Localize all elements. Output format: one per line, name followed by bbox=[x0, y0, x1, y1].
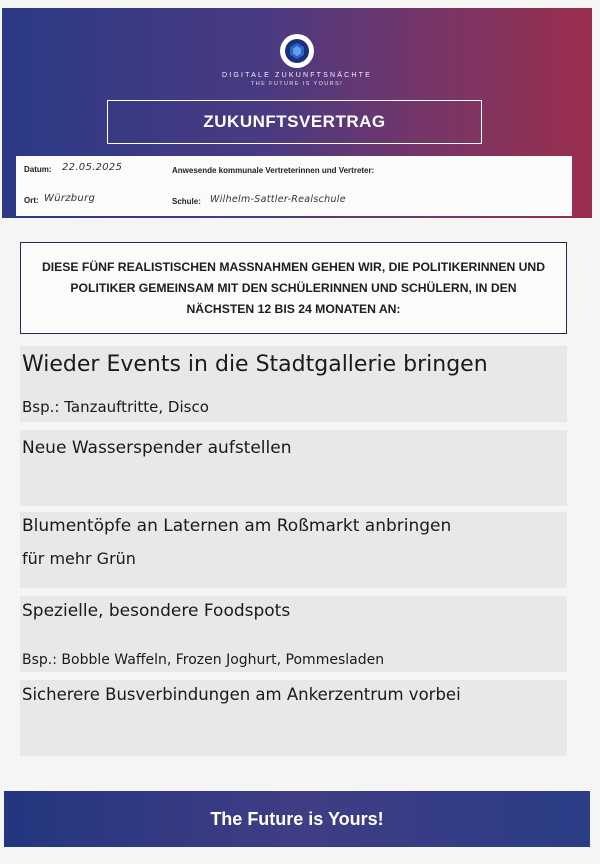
ort-value: Würzburg bbox=[44, 193, 96, 204]
datum-label: Datum: bbox=[24, 165, 52, 174]
brand-name: DIGITALE ZUKUNFTSNÄCHTE bbox=[221, 72, 373, 79]
schule-label: Schule: bbox=[172, 197, 201, 206]
measure-1-line-1: Wieder Events in die Stadtgallerie bringen bbox=[22, 352, 488, 377]
datum-value: 22.05.2025 bbox=[62, 162, 123, 173]
logo-icon bbox=[280, 34, 314, 68]
ort-label: Ort: bbox=[24, 196, 39, 205]
vertreter-label: Anwesende kommunale Vertreterinnen und Vertreter: bbox=[172, 166, 375, 175]
measure-3-line-1: Blumentöpfe an Laternen am Roßmarkt anbringen bbox=[22, 516, 452, 536]
measure-1-line-2: Bsp.: Tanzauftritte, Disco bbox=[22, 398, 209, 416]
measure-2-line-1: Neue Wasserspender aufstellen bbox=[22, 438, 292, 458]
footer-slogan: The Future is Yours! bbox=[210, 808, 384, 829]
document-title: ZUKUNFTSVERTRAG bbox=[107, 100, 482, 144]
measure-5-line-1: Sicherere Busverbindungen am Ankerzentrum vorbei bbox=[22, 685, 461, 704]
footer-banner bbox=[4, 791, 590, 847]
schule-value: Wilhelm-Sattler-Realschule bbox=[210, 194, 346, 205]
measure-4-line-2: Bsp.: Bobble Waffeln, Frozen Joghurt, Pommesladen bbox=[22, 652, 385, 668]
info-panel bbox=[16, 156, 572, 216]
intro-text: DIESE FÜNF REALISTISCHEN MASSNAHMEN GEHEN WIR, DIE POLITIKERINNEN UND POLITIKER GEMEINSAM MIT DEN SCHÜLERINNEN UND SCHÜLERN, IN DEN NÄCHSTEN 12 BIS 24 MONATEN AN: bbox=[41, 259, 546, 316]
measure-3-line-2: für mehr Grün bbox=[22, 549, 136, 568]
measure-4-line-1: Spezielle, besondere Foodspots bbox=[22, 601, 291, 621]
intro-box bbox=[20, 242, 567, 334]
brand-tagline: THE FUTURE IS YOURS! bbox=[250, 81, 344, 87]
